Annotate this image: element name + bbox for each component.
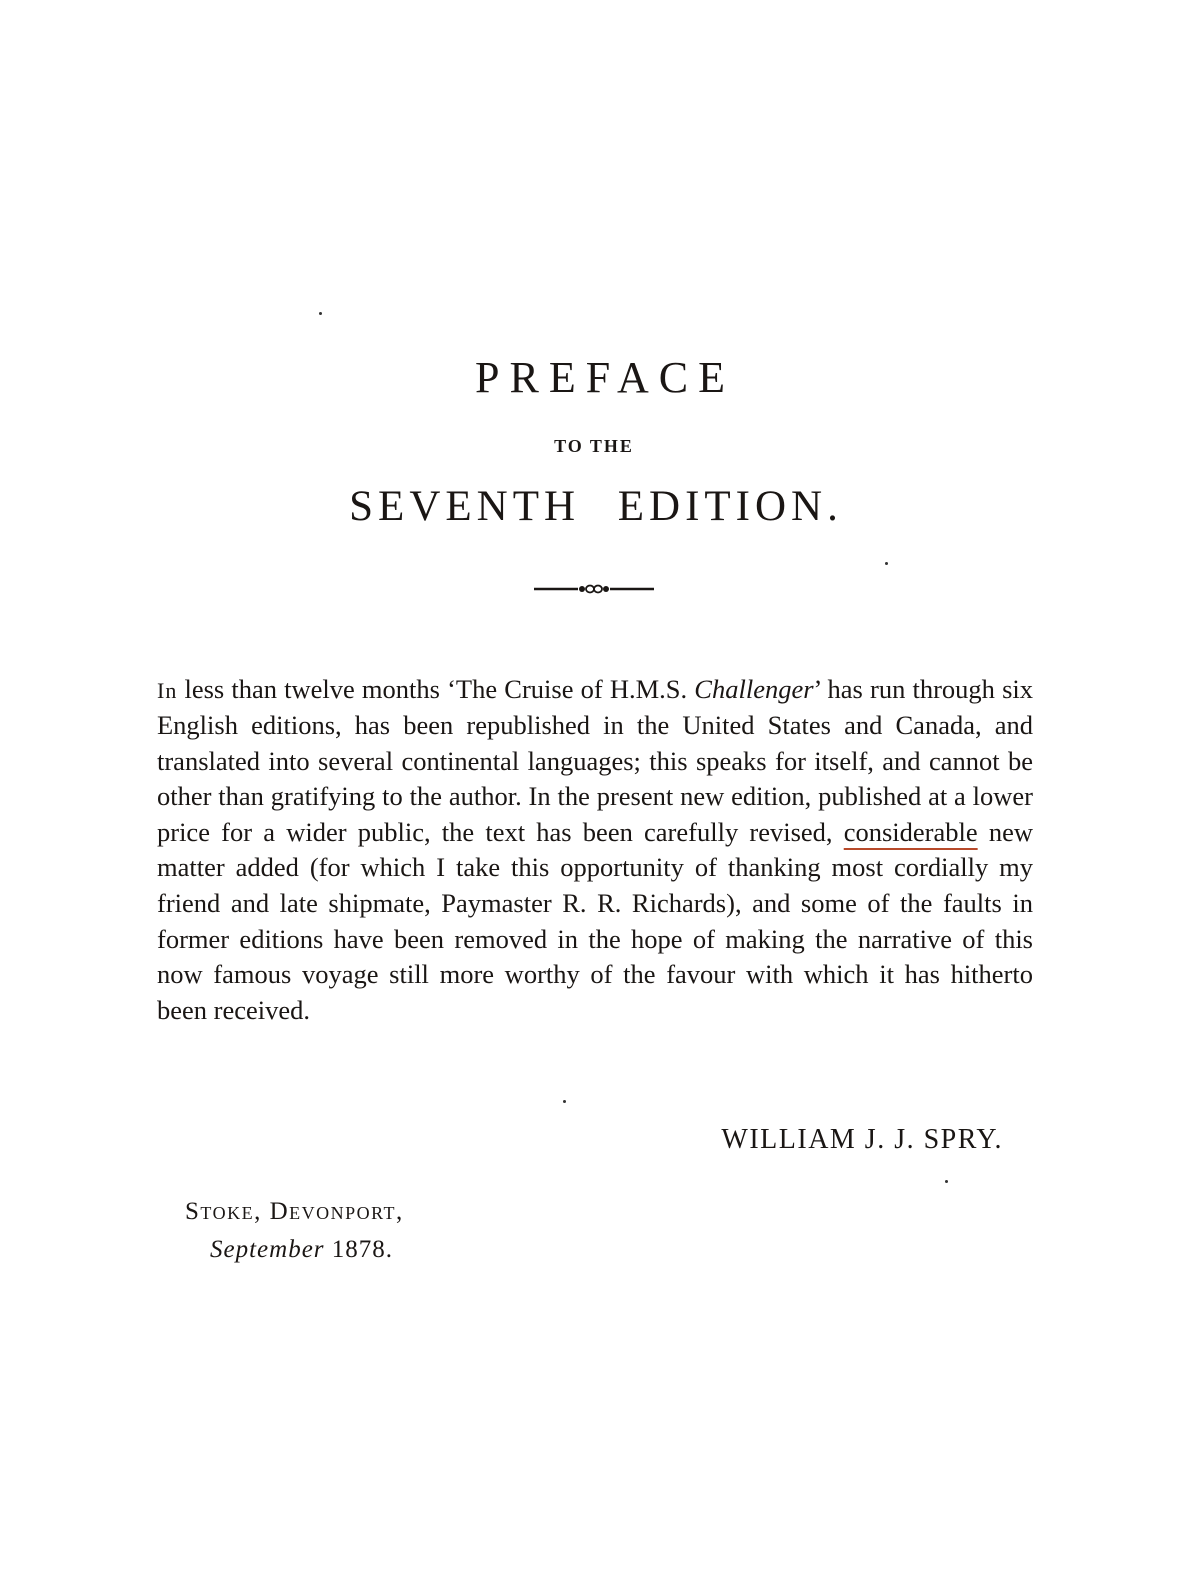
- paper-speck: [885, 562, 888, 565]
- paper-speck: [563, 1100, 566, 1103]
- date-line: [210, 1236, 393, 1264]
- edition-heading: SEVENTH EDITION.: [349, 483, 843, 530]
- paragraph-text-2: ’ has run through six English editions, has been republished in the United States and Canada, and translated into several continental languages; this speaks for itself, and cannot be other than gratifying to the author. In the present new edition, published at a lower price for a wider public, the text has been carefully revised,: [157, 673, 1033, 847]
- page-title: PREFACE: [475, 353, 735, 402]
- ship-name: Challenger: [694, 673, 814, 704]
- decorative-rule-icon: [534, 581, 654, 597]
- page-subtitle: TO THE: [554, 436, 634, 456]
- paragraph-text-1: less than twelve months ‘The Cruise of H.M.S.: [177, 673, 695, 704]
- paper-speck: [945, 1180, 948, 1183]
- date-year: 1878.: [324, 1236, 394, 1263]
- preface-paragraph: [157, 672, 1033, 1029]
- paper-speck: [319, 312, 322, 315]
- underlined-word: considerable: [843, 816, 978, 847]
- paragraph-text-3: new matter added (for which I take this opportunity of thanking most cordially my friend and late shipmate, Paymaster R. R. Richards), and some of the faults in former editions have been removed in the hope of making the narrative of this now famous voyage still more worthy of the favour with which it has hitherto been received.: [157, 816, 1033, 1025]
- author-signature: WILLIAM J. J. SPRY.: [721, 1124, 1003, 1155]
- date-month: September: [210, 1236, 325, 1263]
- opening-word: In: [157, 677, 178, 703]
- place-line: Stoke, Devonport,: [185, 1198, 404, 1225]
